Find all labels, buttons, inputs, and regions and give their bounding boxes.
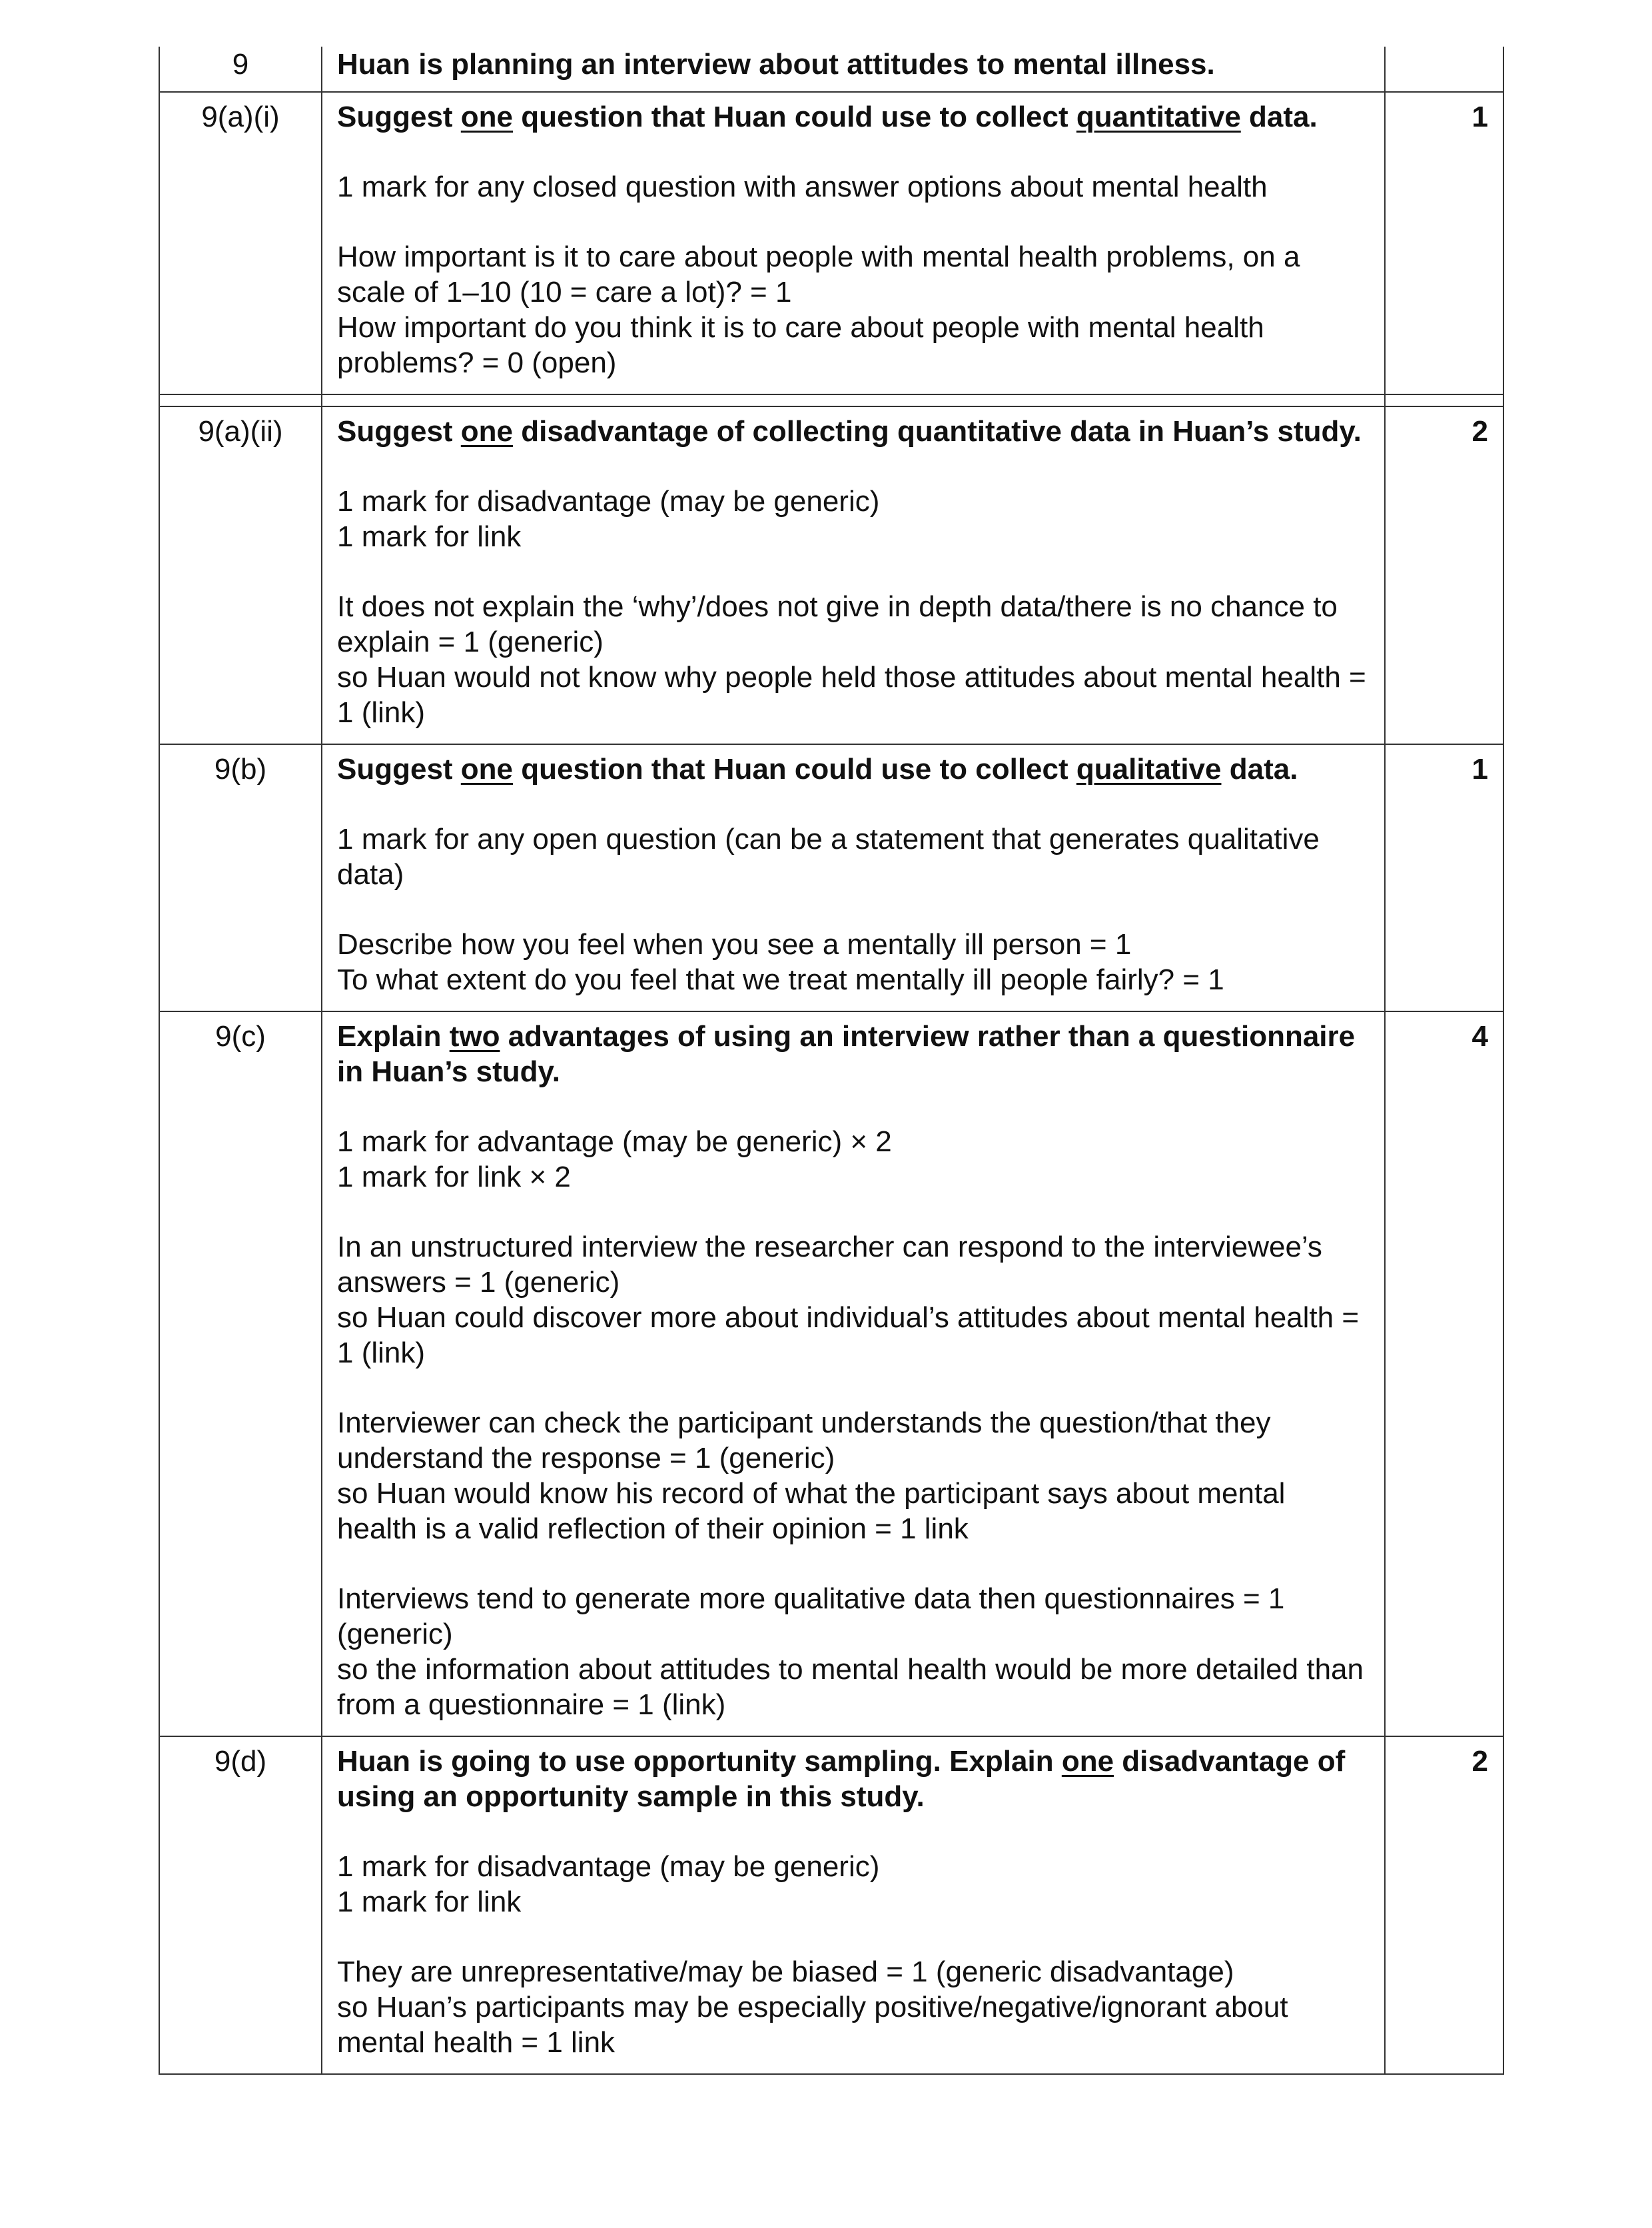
question-number-cell: [159, 1011, 322, 1736]
guidance-paragraph: [337, 169, 1370, 205]
stem-text: advantages of using an interview rather than a questionnaire in Huan’s study.: [337, 1020, 1356, 1088]
question-row: [159, 47, 1503, 92]
guidance-paragraph: [337, 1954, 1370, 2060]
mark-scheme-body: [159, 47, 1503, 2074]
stem-emphasis: one: [1061, 1745, 1114, 1778]
guidance-line: How important is it to care about people with mental health problems, on a scale of 1–10 (10 = care a lot)? = 1: [337, 241, 1300, 308]
stem-emphasis: two: [449, 1020, 500, 1053]
question-number-cell: [159, 1736, 322, 2074]
guidance-line: 1 mark for disadvantage (may be generic): [337, 485, 880, 518]
marks-cell: [1385, 1011, 1503, 1736]
guidance-line: so Huan could discover more about individual’s attitudes about mental health = 1 (link): [337, 1301, 1360, 1369]
guidance-line: Interviews tend to generate more qualitative data then questionnaires = 1 (generic): [337, 1582, 1285, 1650]
guidance-line: In an unstructured interview the researcher can respond to the interviewee’s answers = 1 (generic): [337, 1231, 1322, 1299]
guidance-paragraph: [337, 1581, 1370, 1722]
stem-emphasis: one: [460, 101, 514, 133]
marks-cell: [1385, 92, 1503, 394]
stem-text: data.: [1221, 753, 1298, 786]
marks-value: 2: [1471, 1745, 1488, 1778]
guidance-paragraph: [337, 484, 1370, 554]
guidance-paragraph: [337, 1229, 1370, 1371]
mark-scheme-table: [159, 47, 1504, 2075]
stem-emphasis: one: [460, 753, 514, 786]
marks-value: 1: [1471, 753, 1488, 786]
question-number: 9(a)(i): [201, 101, 280, 133]
answer-content-cell: [322, 47, 1385, 92]
marks-value: 4: [1471, 1020, 1488, 1053]
guidance-line: so Huan’s participants may be especially positive/negative/ignorant about mental health = 1 link: [337, 1991, 1288, 2059]
marks-value: 1: [1471, 101, 1488, 133]
guidance-paragraph: [337, 927, 1370, 997]
question-stem: [337, 1019, 1370, 1089]
guidance-line: so the information about attitudes to mental health would be more detailed than from a questionnaire = 1 (link): [337, 1653, 1364, 1721]
question-number-cell: [159, 92, 322, 394]
answer-content-cell: [322, 406, 1385, 744]
question-stem: [337, 47, 1370, 82]
stem-text: Huan is planning an interview about attitudes to mental illness.: [337, 48, 1215, 81]
guidance-line: 1 mark for advantage (may be generic) × 2: [337, 1125, 892, 1158]
stem-text: Huan is going to use opportunity sampling. Explain: [337, 1745, 1062, 1778]
stem-text: disadvantage of collecting quantitative data in Huan’s study.: [513, 415, 1362, 448]
question-row: [159, 1011, 1503, 1736]
stem-emphasis: one: [460, 415, 514, 448]
stem-emphasis: qualitative: [1076, 753, 1222, 786]
stem-text: question that Huan could use to collect: [513, 753, 1076, 786]
guidance-line: 1 mark for link × 2: [337, 1161, 571, 1193]
stem-text: Suggest: [337, 415, 461, 448]
guidance-line: How important do you think it is to care about people with mental health problems? = 0 (open): [337, 311, 1264, 379]
question-row: [159, 92, 1503, 394]
guidance-line: Interviewer can check the participant understands the question/that they understand the response = 1 (generic): [337, 1406, 1271, 1474]
guidance-paragraph: [337, 1849, 1370, 1920]
guidance-line: 1 mark for link: [337, 1886, 522, 1918]
separator-cell: [159, 394, 322, 406]
guidance-line: 1 mark for link: [337, 520, 522, 553]
answer-content-cell: [322, 92, 1385, 394]
answer-content-cell: [322, 1011, 1385, 1736]
stem-text: disadvantage of using an opportunity sample in this study.: [337, 1745, 1346, 1813]
guidance-line: so Huan would know his record of what the participant says about mental health is a valid reflection of their opinion = 1 link: [337, 1477, 1286, 1545]
question-row: [159, 1736, 1503, 2074]
stem-text: question that Huan could use to collect: [513, 101, 1076, 133]
guidance-line: To what extent do you feel that we treat mentally ill people fairly? = 1: [337, 963, 1224, 996]
stem-text: Explain: [337, 1020, 450, 1053]
question-number-cell: [159, 47, 322, 92]
separator-cell: [322, 394, 1385, 406]
question-stem: [337, 99, 1370, 135]
marks-value: [1386, 47, 1503, 56]
question-number: 9(c): [215, 1020, 266, 1053]
marks-cell: [1385, 406, 1503, 744]
guidance-line: 1 mark for any closed question with answer options about mental health: [337, 171, 1268, 203]
answer-content-cell: [322, 744, 1385, 1011]
marks-value: 2: [1471, 415, 1488, 448]
marks-cell: [1385, 744, 1503, 1011]
answer-content-cell: [322, 1736, 1385, 2074]
question-stem: [337, 752, 1370, 787]
question-number-cell: [159, 744, 322, 1011]
question-number: 9(a)(ii): [198, 415, 283, 448]
guidance-paragraph: [337, 239, 1370, 380]
guidance-line: 1 mark for disadvantage (may be generic): [337, 1850, 880, 1883]
guidance-line: so Huan would not know why people held those attitudes about mental health = 1 (link): [337, 661, 1366, 729]
question-number-cell: [159, 406, 322, 744]
marks-cell: [1385, 47, 1503, 92]
guidance-line: It does not explain the ‘why’/does not give in depth data/there is no chance to explain = 1 (generic): [337, 590, 1338, 658]
separator-cell: [1385, 394, 1503, 406]
stem-text: Suggest: [337, 101, 461, 133]
guidance-line: They are unrepresentative/may be biased = 1 (generic disadvantage): [337, 1955, 1234, 1988]
guidance-line: Describe how you feel when you see a mentally ill person = 1: [337, 928, 1132, 961]
guidance-paragraph: [337, 1405, 1370, 1546]
guidance-paragraph: [337, 1124, 1370, 1195]
stem-emphasis: quantitative: [1076, 101, 1241, 133]
question-number: 9(b): [214, 753, 267, 786]
marks-cell: [1385, 1736, 1503, 2074]
question-row: [159, 744, 1503, 1011]
guidance-paragraph: [337, 589, 1370, 730]
row-separator: [159, 394, 1503, 406]
guidance-paragraph: [337, 822, 1370, 892]
guidance-line: 1 mark for any open question (can be a statement that generates qualitative data): [337, 823, 1320, 891]
question-stem: [337, 414, 1370, 449]
question-number: 9: [232, 48, 249, 81]
question-stem: [337, 1744, 1370, 1814]
mark-scheme-page: [159, 47, 1503, 2075]
question-number: 9(d): [214, 1745, 267, 1778]
question-row: [159, 406, 1503, 744]
stem-text: data.: [1240, 101, 1318, 133]
stem-text: Suggest: [337, 753, 461, 786]
